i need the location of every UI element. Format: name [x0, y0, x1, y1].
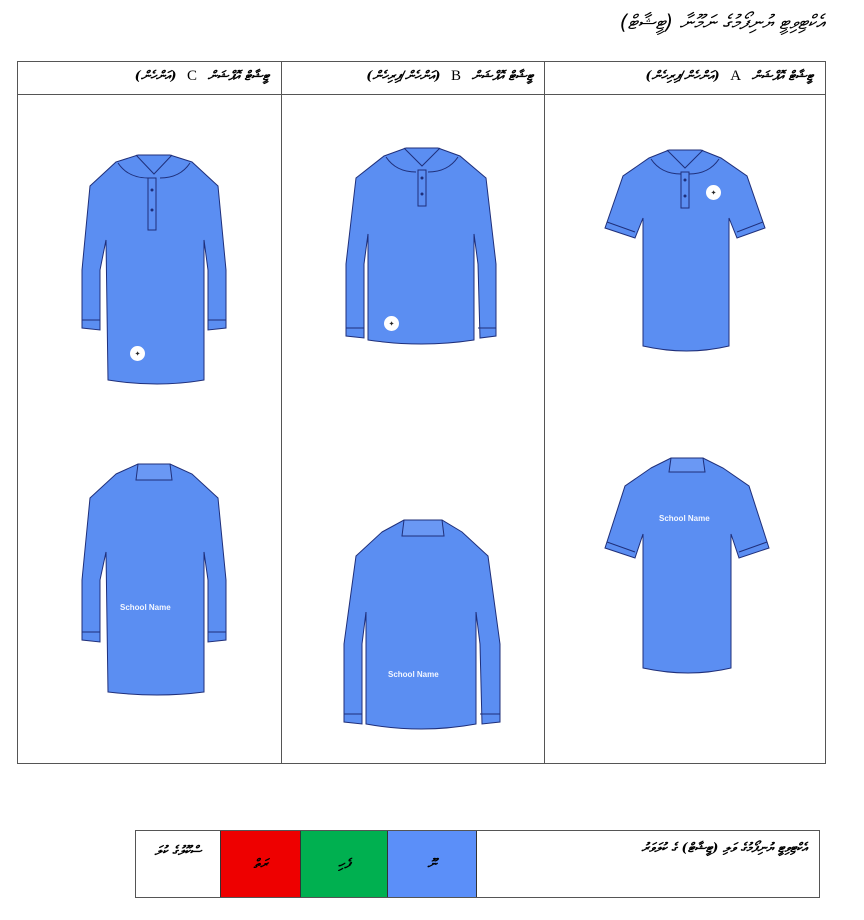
- school-logo-icon: ✦: [384, 316, 399, 331]
- school-logo-icon: ✦: [130, 346, 145, 361]
- option-b-back-school-name: School Name: [388, 670, 439, 679]
- color-red-label: ރަތް: [253, 856, 268, 872]
- option-b-column: [281, 62, 545, 763]
- option-c-column: [18, 62, 281, 763]
- option-a-header: [545, 62, 825, 95]
- color-table-label: އެކްޓިވިޓީ ޔުނިފޯމުގެ ވަލި (ޓީޝާޓް) ގެ ކުލަވަރު: [641, 841, 807, 856]
- option-a-letter: A: [730, 68, 742, 84]
- option-b-header-suffix: (އަންހެން/ފިރިހެން): [366, 69, 441, 84]
- option-a-header-suffix: (އަންހެން/ފިރިހެން): [645, 69, 720, 84]
- option-c-back-school-name: School Name: [120, 603, 171, 612]
- option-c-header-suffix: (އަންހެން): [134, 69, 177, 84]
- color-green-label: ފެހި: [338, 856, 350, 872]
- color-table-label-cell: [477, 831, 819, 897]
- option-a-front-shirt-image: [597, 146, 777, 356]
- options-table: [17, 61, 826, 764]
- color-swatch-red: [221, 831, 301, 897]
- option-a-header-prefix: ޓީޝާޓް އޮޕްޝަން: [751, 69, 813, 84]
- school-logo-icon: ✦: [706, 185, 721, 200]
- option-c-header-prefix: ޓީޝާޓް އޮޕްޝަން: [207, 69, 269, 84]
- color-swatch-blue: [388, 831, 477, 897]
- option-b-header-prefix: ޓީޝާޓް އޮޕްޝަން: [471, 69, 533, 84]
- document-title: އެކްޓިވިޓީ ޔުނިފޯމުގެ ނަމޫނާ (ޓީޝާޓް): [619, 10, 824, 34]
- color-blue-label: ނޫ: [427, 856, 437, 872]
- option-c-letter: C: [187, 68, 198, 84]
- option-b-letter: B: [451, 68, 462, 84]
- school-color-cell: [136, 831, 221, 897]
- option-b-front-shirt-image: [322, 144, 502, 349]
- option-b-back-shirt-image: [322, 514, 502, 734]
- option-b-header: [282, 62, 545, 95]
- option-c-back-shirt-image: [58, 460, 228, 700]
- color-swatch-green: [301, 831, 388, 897]
- option-a-back-school-name: School Name: [659, 514, 710, 523]
- option-c-header: [18, 62, 281, 95]
- option-a-back-shirt-image: [597, 454, 777, 678]
- option-a-column: [544, 62, 825, 763]
- color-options-table: [135, 830, 820, 898]
- school-color-label: ސްކޫލުގެ ކުލަ: [154, 844, 202, 859]
- option-c-front-shirt-image: [58, 150, 228, 390]
